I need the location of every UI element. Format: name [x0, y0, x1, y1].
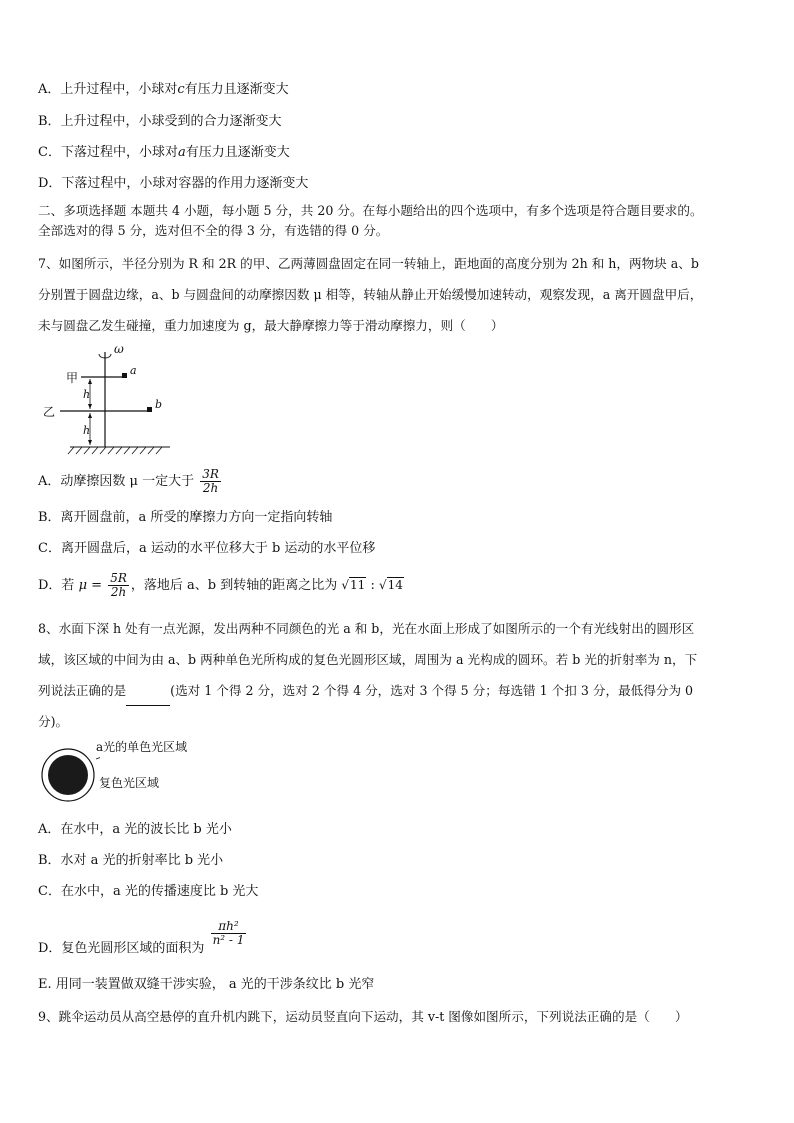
q6-option-b: B．上升过程中，小球受到的合力逐渐变大 [38, 114, 282, 129]
figure-label-h-upper: h [83, 388, 91, 401]
q7-option-d: D．若 μ = $\frac{5R}{2h}$ ，落地后 a、b 到转轴的距离之比为 √11 : √14 [38, 571, 403, 599]
figure-label-b: b [155, 398, 163, 411]
q8-figure [40, 745, 100, 805]
q8-option-a: A．在水中，a 光的波长比 b 光小 [38, 822, 232, 837]
q8-option-d: D．复色光圆形区域的面积为 $\frac{\text{πh²}}{\text{n² - 1}}$ [38, 919, 245, 956]
q7-option-b: B．离开圆盘前，a 所受的摩擦力方向一定指向转轴 [38, 510, 333, 525]
figure-label-inner: 复色光区域 [99, 776, 160, 790]
figure-label-a: a [130, 364, 137, 377]
q7-option-a: A．动摩擦因数 μ 一定大于 $\frac{3R}{2h}$ [38, 467, 219, 495]
figure-label-disk-yi: 乙 [43, 405, 56, 419]
q8-option-d-fraction: $\frac{\text{πh²}}{\text{n² - 1}}$ [212, 919, 245, 947]
q7-figure [60, 340, 190, 458]
q6-option-a: A．上升过程中，小球对c有压力且逐渐变大 [38, 82, 289, 97]
figure-label-ring: a光的单色光区域 [96, 740, 188, 754]
q7-option-c: C．离开圆盘后，a 运动的水平位移大于 b 运动的水平位移 [38, 541, 376, 556]
q6-option-c: C．下落过程中，小球对a有压力且逐渐变大 [38, 145, 290, 160]
figure-label-disk-jia: 甲 [66, 371, 79, 385]
sqrt-14: √14 [378, 578, 403, 592]
q6-option-a-var: c [177, 82, 185, 97]
section-2-header: 二、多项选择题 本题共 4 小题，每小题 5 分，共 20 分。在每小题给出的四个选项中，有多个选项是符合题目要求的。 全部选对的得 5 分，选对但不全的得 3 分，有选错的得 0 分。 [38, 203, 703, 238]
q6-option-c-var: a [177, 145, 186, 160]
figure-label-omega: ω [114, 342, 124, 356]
q7-option-a-fraction: $\frac{3R}{2h}$ [202, 467, 219, 495]
sqrt-11: √11 [341, 578, 366, 592]
q9-stem: 9、跳伞运动员从高空悬停的直升机内跳下，运动员竖直向下运动，其 v-t 图像如图所示，下列说法正确的是（ ） [38, 1009, 688, 1024]
q7-option-d-fraction: $\frac{5R}{2h}$ [110, 571, 127, 599]
q8-option-e: E. 用同一装置做双缝干涉实验， a 光的干涉条纹比 b 光窄 [38, 977, 375, 992]
block-a [122, 373, 127, 378]
q7-stem: 7、如图所示，半径分别为 R 和 2R 的甲、乙两薄圆盘固定在同一转轴上，距地面的高度分别为 2h 和 h，两物块 a、b 分别置于圆盘边缘，a、b 与圆盘间的动摩擦因数 μ 相等，转轴从静止开始缓慢加速转动，观察发现，a 离开圆盘甲后， 未与圆盘乙发生碰撞，重力加速度为 g，最大静摩擦力等于滑动摩擦力，则（ ） [38, 256, 703, 333]
answer-blank [126, 691, 170, 706]
figure-label-h-lower: h [83, 424, 91, 437]
block-b [147, 407, 152, 412]
q8-stem: 8、水面下深 h 处有一点光源，发出两种不同颜色的光 a 和 b，光在水面上形成了如图所示的一个有光线射出的圆形区 域，该区域的中间为由 a、b 两种单色光所构成的复色光圆形区域，周围为 a 光构成的圆环。若 b 光的折射率为 n，下 列说法正确的是 (选对 1 个得 2 分，选对 2 个得 4 分，选对 3 个得 5 分；每选错 1 个扣 3 分，最低得分为 0 分)。 [38, 621, 698, 729]
q8-option-b: B．水对 a 光的折射率比 b 光小 [38, 853, 224, 868]
q6-option-d: D．下落过程中，小球对容器的作用力逐渐变大 [38, 176, 309, 191]
q8-option-c: C．在水中，a 光的传播速度比 b 光大 [38, 884, 259, 899]
